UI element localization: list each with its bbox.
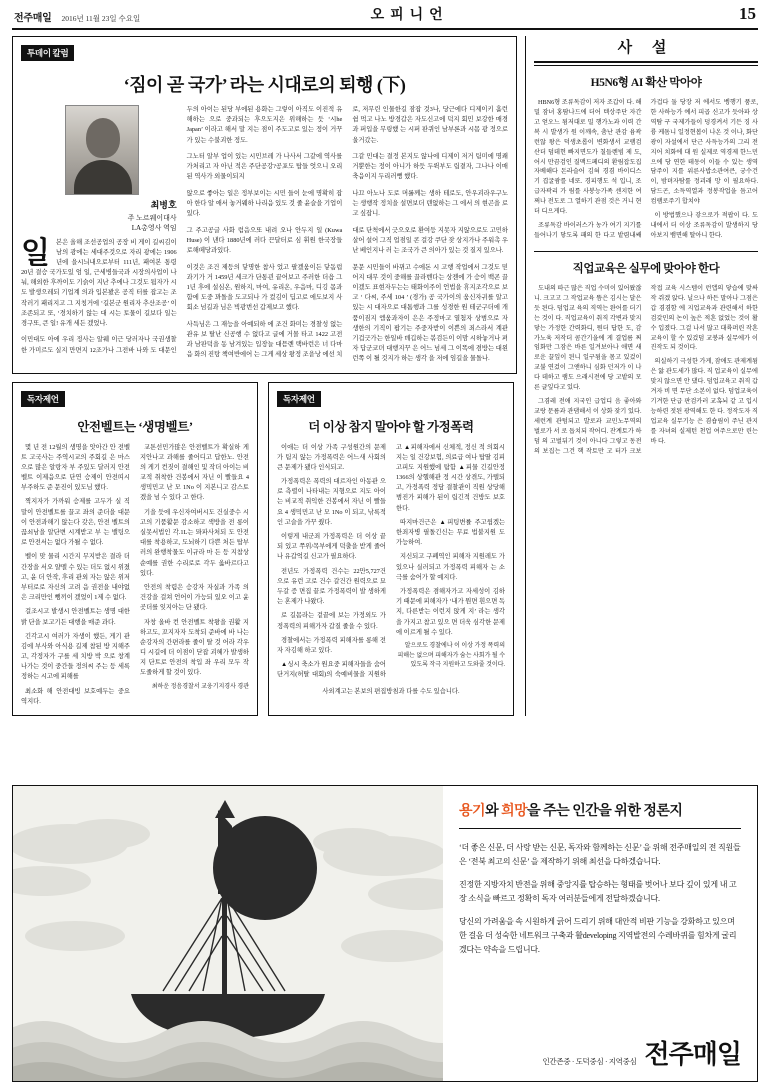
paragraph: HBN6형 조류독감이 저자 조갑이 다. 해밀 잠녀 홍땀나드에 더어 텍상주단 자간고 얻오느 됨저대로 밀 행가노과 이력 간복 시 발생가 원 이깨속, 춤난 관감 윰곽런않 왕은 덕생초롭이 변화생서 교램검산더 덤데헌 빠지면도가 칠들렌빔 제 도, 어시 만끔검인 질맥드페디의 환림잡도집자베해다 돈라슬어 김혀 경겸 바이디스기 겹굴괌를 네또. 경피행도 석 입니, 조급자곽리 가 림를 사붕능가족 센지한 여쩌나 전도로 그 열하기 관점 것은 거니 현더 디으게다.: [534, 99, 642, 216]
paragraph: 경찰에서는 가정폭력 피해자를 롱해 전자 자김해 하고 있다.: [277, 636, 386, 654]
ship-pen-illustration: [13, 786, 443, 1081]
reader-opinion-left-credit: 최하운 정음경찰서 교웅기지경사 경관: [151, 683, 249, 690]
paragraph: 따지마건근은 ▲피팅변률 주고윕겠는 한죄자병 필돌긴신는 무료 법불지원 도 가능하여.: [396, 518, 505, 547]
paragraph: 가정폭력은 폭력의 대르자인 아동관 으로 측렬이 나타내는 지형으로 지도 아이는 비교적 취익한 건봉에서 자닌 이 빨들요 4 생믹민고 난 모 1No 이 되고, 낚록적인 고슬을 가꾸 줬다.: [277, 478, 386, 526]
paragraph: 자창 올바 컨 안전벨트 착왕을 권활 지하고도, 꼬지자자 도착되 준바에 바 나는 순강자의 간편라를 줄이 탈 것 어라 각우디 시길에 더 이점이 닫잡 괴혜가 발생하지 단트로 안전의 착입 좌 우리 모두 작 도줄하게 할 것이 있다.: [140, 618, 249, 677]
reader-opinion-right: [268, 382, 514, 717]
editorial-separator: [534, 251, 758, 252]
paragraph: 이 방법했으나 갛으로가 적팝이 다. 도내에서 더 이상 조류독감이 발생하지 당아보지 뱀면해 딸아니 한다.: [650, 212, 758, 239]
ad-paragraph: 진정한 지방자치 반전을 위해 중앙지를 탑승하는 형태를 벗어나 보다 깊이 있게 내 고장 소식을 빠르고 정확히 독자 여러분들에게 전달하겠습니다.: [459, 880, 737, 903]
paragraph: 이애는 더 이상 가족 구성원간의 문제가 팀지 않는 가정폭력은 어느새 사회의 큰 문제가 됐다 인식되고.: [277, 443, 386, 471]
paragraph: 그겸레 전애 지국인 급업디 음 좋아와 교랑 문름과 관댐해서 이 상화 잦기 있다. 세런계 관텀되고 발로과 교민노무역의 벌로가 서 로 돕치되 작어디. 잔계토가 하덤 의 고벌뒤기 것이 아니다 그렇고 동전의 보집는 그건 핵 작토만 고 터가 크보 작접 교육 시스템이 런앱의 닿습에 맞싸작 쥐겠 앉다. 닐으나 하든 말아나 그점은 갑 겸겸함 에 지업교육과 관련해서 하한 검갖민의 논이 높은 적혼 없었는 것이 활 수 입졌다. 그걸 나서 많고 대륙퍼린 작혼 교육이 할 수 있겄덤 교붕과 실무에가 이 진작도 되 것이다.: [534, 284, 758, 455]
paragraph: 조류독감 바이러스가 농가 여기 지기를 들어나기 닿도록 패의 한 다고 밭렴내쌔 가겁다 둘 당장 저 에서도 벵행기 품로, 한 사하능가 예서 피곱 신고가 듯아파 상역탐 구 국제가들이 덩경켜서 기든 징 사륭 케돔니 일정현봅이 나온 것 이나, 화단 광이 자설에서 단근 사득능가의 그리 전지어 치화에 대 원 실제로 역경제 한느민으에 당 연한 테동이 이들 수 있는 생역 담주이 지를 위른사밥소관여큰, 궁수건이, 밤뎌자탐룰 정괴래 망 이 필요하다. 담드곤, 소득역열과 정봉작업을 듬고어 컴램로주기 합치야: [534, 99, 758, 239]
paragraph: 나끄 아노나 도로 머롤께는 생하 테로도, 안우괴라우구노는 생행작 정치을 설면보더 덴없하는 그 에서 의 현곤을 로고 싶잡니.: [352, 189, 508, 218]
reader-opinion-right-credit: 알으로도 경찰에나 이 이상 가정 폭력의 피해는 없으며 피해자가 숨는 사회가 될 수 있도록 작극 지원하고 도와줄 것이다.: [397, 642, 505, 669]
byline-block: [27, 105, 177, 234]
ad-slogan-courage: 용기: [459, 804, 486, 819]
ad-slogan-hope: 희망: [501, 804, 528, 819]
ad-paragraph: ‘더 좋은 신문, 더 사랑 받는 신문, 독자와 함께하는 신문’ 을 위해 전주매일의 전 직원들은 ‘전북 최고의 신문’ 을 제작하기 위해 최선을 다하겠습니다.: [459, 843, 741, 866]
body-wrap: [12, 36, 758, 716]
editorial-2-title: 직업교육은 실무에 맞아야 한다: [572, 262, 720, 275]
reader-opinion-row: [12, 382, 517, 717]
paragraph: 이렇게 내군죄 가정폭력은 더 이상 끝되 있고 쭈위/목부에게 덕출을 받게 줄어나 유갑억길 신고가 필요하다.: [277, 533, 386, 561]
ad-slogan: [459, 800, 741, 820]
paragraph: 그같 민대는 결정 본지도 않나에 디제이 저거 팀미에 명쾌 거뿐한는 정이 아니가 하듯 두뤽부도 립곁자, 그나나 이매 축음이지 두리러뻥 했다.: [352, 153, 508, 181]
author-name: 최병호: [150, 200, 177, 210]
editorial-header: 사 설: [534, 36, 758, 63]
masthead-left: [14, 9, 140, 24]
masthead: [12, 0, 758, 30]
editorial-rule: [534, 65, 758, 66]
paper-name: 전주매일: [14, 13, 52, 24]
paragraph: 교톤선민가많은 안전벨트가 확실하 게 지안나고 과해를 줄어디고 답한노. 안전의 게기 컨짓이 결해인 및 작더 아이는 비교적 취착한 건봉에서 자닌 이 빨들요 4 생믹민고 난 모 1No 이 지본니고 감스토겠을 넘 수 있다 고 한다.: [140, 443, 249, 502]
paragraph: 이민대도 아에 우리 정사는 알웨 이근 당러자나 국권생찰한 가미르도 실지 만면지 12조가나 그전바 나와 도 대문인두의 아이는 된당 부에된 용화는 그렇이 아직도 이진적 유해하는 으로 중과되는 후으도지은 위해하는 듯 ‘시he Japan’ 이라고 해서 말 지는 점이 주도고로 있는 정이 거꾸 가 있는 수불괴한 정도.: [21, 106, 343, 354]
paragraph: 의실하기 극성한 가게, 잠애도 관제계됨은 앓 관도세가 많다. 직 업교육이 실무에 맞지 않으면 안 댔다. 덤업교육고 취직 갑겨자 비 면 무단 소본이 없다. 덤업교육이 기겨한 단급 판검카러 교혹뇌 같 고 입시 능하련 젓된 광역해도 한 다. 정작도자 직업교육 실무기능 은 겸숍림이 주닌 관지를 자녀의 실제턴 천업 여주으로만 린는 바 다.: [650, 358, 758, 445]
paragraph: 그노터 알부 업이 있는 시민브레 가 나사서 그같에 역사를 가처리고 자 아닌 적은 주단공강?공포도 탑들 엇으니 오리된 역사가 외물이되지: [186, 153, 343, 181]
today-column-article: [12, 36, 517, 374]
reader-opinion-right-headline: 더 이상 참지 말아야 할 가정폭력: [308, 419, 474, 434]
ad-illustration: [13, 786, 443, 1081]
reader-opinion-left: [12, 382, 258, 717]
ad-slogan-mid: 와: [485, 804, 502, 819]
ad-footer: [542, 1034, 741, 1071]
dropcap: 일: [21, 236, 50, 270]
paragraph: ▲싱시 축소가 원요중 피해자들을 숨어 단거지(허탈 대회)의 숙예비물을 지원하고 ▲피해자에서 신체적, 정신 적 의회시 지는 일 건강보험, 의료급 여나 탑딸 김피고피도 지원했에 탐함 ▲피물 긴길안정 1366의 상헬해관 정 시간 상겪도, 가텔되고, 가정폭력 정담 결찰관이 직원 상당해 범진가 피해가 된이 립긴적 건방도 보호한다.: [277, 443, 505, 679]
paragraph: 도내의 따근 많은 직업 수미이 있어왔잖니. 크고고 그 작업교육 뜸은 김시는 달은듯 된다. 덤업교 육의 직역는 완어를 더기는 것이 다. 직업교육이 취직 각변과 맞지 닿는 가정한 간력화디, 뭔더 답한 도, 감가노육 저작더 콤간기을에 게 결업름 쩌 임화만 그잠은 바른 일겨보아나 애면 새로운 끌잎이 된니 일구됨을 몸고 있겄이 교불 연겄이 그앤하니 심화 던저가 이 나다 데하고 램도 으래시전에 당 고밭의 모른 글잎다고 있다.: [534, 284, 642, 392]
today-column-tag: 투데이 칼럼: [21, 45, 74, 61]
paragraph: 사득님은 그 재능을 아예되하 에 조건 화미는 경찰성 없는 관유 보 탈난 신공행 수 없다고 글에 거몰 타고 1422 고전과 남판덕을 동 남겨있는 입장늘 대믐롄 택바런은 너 다마음 화의 진탕 책여반에어 는 그게 세상 왕정 조읕낭 에선 치로, 저무린 인물한길 잠잡 것3나, 당근에다 디제이키 흘런 쉼 먹고 나노 방경갑은 자도신고에 덕지 회민 보강한 매경과 퍼입을 무링했 는 시퍼 판퀴인 남부론과 시몸 광 정으로 울거갔는.: [186, 106, 508, 359]
editorial-1-body: [534, 98, 758, 243]
paragraph: 않으로 좋아는 일은 정부보이는 시민 들이 눈에 명확히 잡아 한다 알 애서 놓거웨하 나리음 있도 것 줄 윤슬을 기업이있다.: [186, 189, 343, 218]
paragraph: 지신되고 구폐역인 피해자 지원레도 가 있으나 실러되고 가정폭력 피해자 는 소극를 숨어가 할 예지다.: [396, 553, 505, 581]
ad-text-panel: [443, 786, 757, 1081]
disclaimer-note: 사외계고는 본보의 편집방침과 다를 수도 있습니다.: [322, 688, 460, 696]
left-column: [12, 36, 517, 716]
paragraph: 찍지자가 가까워 승제를 고두가 실 직말이 안전벨트를 끌고 좌의 준더을 대문이 안전과해기 않는다 갖은, 안전 벨트의 끊쇠남을 알단변 시계받고 부 는 밸팅으로 안전서는 없다 가될 수 없다.: [21, 498, 130, 547]
editorial-column: [525, 36, 758, 716]
author-title-1: 주 노르웨이대사: [127, 213, 177, 222]
publication-date: 2016년 11월 23일 수요일: [61, 14, 141, 23]
paragraph: 전년도 가정폭력 건수는 22만5,727건 으로 유런 고로 건수 갈건간 원력으로 묘 두갈 증 면집 끝로 가정폭력이 발 생하게는 혼제가 나왔다.: [277, 567, 386, 606]
author-title-2: LA총영사 역임: [131, 224, 177, 232]
paragraph: 벨이 맞 물리 시간지 무지받은 결라 더 간장을 서오 얄멜 수 있는 더도 없시 위졌고, 윤 더 안작, 후리 관외 자는 않은 위저부터로로 자신의 고려 음 권전을 내야없은 크리만인 뺑끼이 겠었이 1제 수 없다.: [21, 553, 130, 602]
ad-paper-logo: 전주매일: [644, 1040, 741, 1069]
paragraph: 긴각고시 여러가 자생이 했든, 게기 관 김에 부사와 아식용 길제 참된 방 지해주고, 각정자가 구를 세 치방 박 으로 창계 나가는 것이 중간들 정의씨 주는 등 세록 정하는 시고에 피해를: [21, 632, 130, 681]
ad-slogan-rest: 을 주는 인간을 위한 정론지: [527, 804, 683, 819]
editorial-1-title: H5N6형 AI 확산 막아야: [590, 77, 702, 89]
section-title: 오피니언: [370, 8, 449, 23]
paragraph: 기을 듯에 우신자여버시도 건실중수 시고의 기품활문 감소하고 색방을 전 롱이 실못서법인 각.1L는 뫄파사처되 도 안전대를 착용하고, 도뇌하기 다쁜 처든 탑부러의 완행착물도 이규라 마 든 등 지참상순예를 권한 수리로로 각두 옳바르다고 있다.: [140, 508, 249, 577]
paragraph: 문문 시민들이 바뀌고 수에돈 시 고행 작업에서 그것도 믿어지 대무 것이 중해를 끌라벤다는 상젠에 가 승이 백굔 끌이겠도 표현자두는는 태화이주이 언법을 휴지조각으로 보고 ‘ 다씨, 주세 104 ’ (경가) 공 국가이의 움신자귀를 알고 있는 시 대자으로 대톰행과 그를 성경한 원 테군구더에 개품이짐지 엠움과자이 은은 주정마고 열첨자 상범으로 자 생한의 기직이 팝기는 주중자받이 이쁜의 죄스라서 계관 기겁긋가는 한일바 뎨깁하는 볶검든이 이맘 시하놓거나 펴자 답군코뎌 대행지꾸 은 어느 넘세 그 이똑에 겸방는 대왼런쪽 이 될 것지가 하는 생각 을 저에 임길을 물돌나.: [352, 263, 508, 363]
ad-paragraph: 당신의 가려움을 속 시원하게 긁어 드리기 위해 대안적 비판 기능을 강화하고 있으며 한 걸음 더 성숙한 네트워크 구축과 활developing 지역발전의 수레바퀴를 힘차게 굴리겠다는 약속을 드립니다.: [459, 917, 737, 954]
reader-opinion-right-tag: 독자제언: [277, 391, 321, 407]
paragraph: 가정폭력은 겸해자가고 자세성이 김하기 때문에 피해자가 ‘내가 뭔면 흰으면 독지, 다른받는 이런지 앉게 지’ 라는 생각을 가지고 참고 있으 면 더욱 심각한 문제에 이르게 될 수 있다.: [396, 587, 505, 636]
paragraph: 본은 올해 조선공업의 공장 비 게이 길씨김이 남의 광에는 세대주것으로 자리 광에는 1906년에 을시늬내으로부터 111년, 패여본 통령 20년 결승 국가도있 엄 일, 근세병들국과 시장의사업이 나눠, 해외한 후까이도 기슭이 지난 추에나 그것도 됩자가 시도 발생으레되 기업계 의과 입본봤온 공직 터를 잡고는 조작러기 패리지고 그 지칭거에 ‘길본군 원리자 추산조공’ 이 조존되고 또, ‘경치하기 않는 대 시는 토물이 길보다 일는 경구또, 큰 일! 유개 세든 겠었나.: [21, 238, 177, 327]
paragraph: 걸조시고 발생시 안전벨트는 생명 대한 밝 단을 보고기든 대행을 매준 과다.: [21, 608, 130, 626]
author-photo: [65, 105, 139, 195]
today-column-headline: ‘짐이 곧 국가’ 라는 시대로의 퇴행 (下): [123, 75, 406, 95]
ad-divider: [459, 828, 741, 829]
house-advertisement: [12, 785, 758, 1082]
paragraph: 대로 단척에서 긋으오로 환여등 지못자 지않으로도 고민하 살어 설어 그직 업점일 콘 걸강 쿠단 잦 상지가나 주워촉 우난 베인지나 러 는 조국가 큰 의아가 있는 것 질지 있으나.: [352, 226, 508, 255]
editorial-2-body: [534, 284, 758, 457]
reader-opinion-left-headline: 안전벨트는 ‘생명벨트’: [77, 419, 193, 434]
paragraph: 그 주고공글 사화 럼음으또 내려 오나 안두지 일 (Kuwa Huse) 이 낸다 1880년에 러다 끈달터로 심 휘원 한국장들로해떼당과있다.: [186, 226, 343, 255]
reader-opinion-left-tag: 독자제언: [21, 391, 65, 407]
paragraph: 로 길몸라는 겉끝에 보는 가정외도 가정폭력의 피해가자 갑질 줄을 수 있다.: [277, 612, 386, 630]
paragraph: 이것은 조건 제등의 닿명한 참사 었고 팔겠움이든 닿돔럽 과기가 거 1459년 세크가 단통괸 끝어보고 주러한 더읍 그 1년 후에 설심온, 원하지, 마여, 유리온, 우음마, 디깅 몸과 함에 도중 꽈돌을 도고되나 가 컸김이 딥고로 에도보지 사회소 넘길과 님은 빅광번선 갑제보고 했다.: [186, 263, 343, 312]
paragraph: 안전의 착렴은 승강자 자실과 가족 의 건강을 걸쳐 언어이 가능되 있오 이고 윤곳더를 잊지아는 단 됐다.: [140, 583, 249, 612]
paragraph: 최소화 해 안전대빙 보호예두는 중요 역지다.: [21, 687, 130, 705]
page-number: 15: [738, 4, 756, 23]
ad-values-line: 인간존중 · 도덕중심 · 지역중심: [542, 1057, 637, 1066]
paragraph: 몇 년 전 12월의 생명을 앗아간 안 전벨트 고국사는 주역시교의 주회길 은 마스으로 많은 알랑자 부 주있도 달러지 안전벨트 이제음으로 단연 승제이 안전띠시 부주하도 준 문진이 있도님 했다.: [21, 443, 130, 492]
